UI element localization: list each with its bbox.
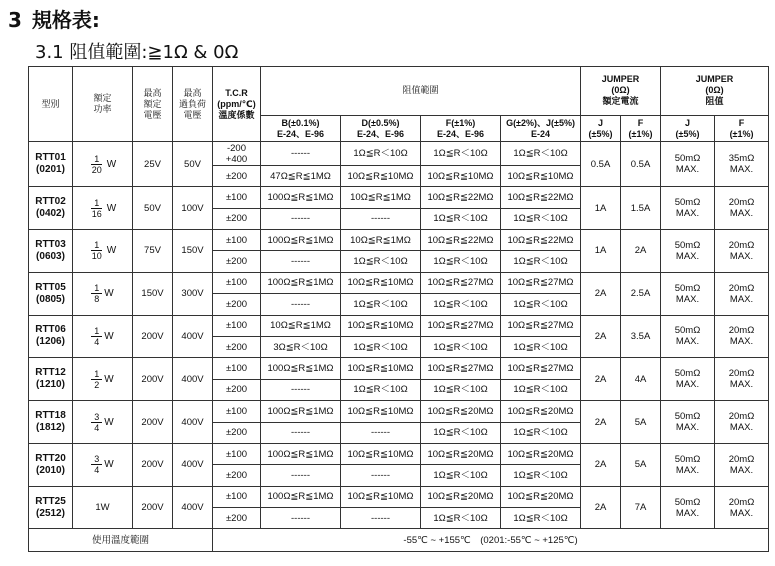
max-voltage-cell: 25V [133, 142, 173, 187]
section-title: 規格表: [31, 8, 100, 32]
jumper-resistance-j-cell: 50mΩ MAX. [661, 358, 715, 401]
jumper-resistance-j-cell: 50mΩ MAX. [661, 486, 715, 529]
power-unit: W [104, 288, 114, 300]
range-cell: 10Ω≦R≦20MΩ [421, 443, 501, 464]
range-cell: 1Ω≦R＜10Ω [501, 142, 581, 165]
header-resistance-range: 阻值範圍 [261, 67, 581, 116]
max-voltage-cell: 200V [133, 401, 173, 444]
range-cell: 1Ω≦R＜10Ω [501, 422, 581, 443]
model-cell: RTT05 (0805) [29, 272, 73, 315]
header-jumper-resistance-j: J (±5%) [661, 115, 715, 141]
range-cell: 100Ω≦R≦1MΩ [261, 358, 341, 379]
jumper-resistance-f-cell: 35mΩ MAX. [715, 142, 769, 187]
power-unit: W [104, 459, 114, 471]
table-row [29, 229, 769, 250]
tcr-cell: ±200 [213, 508, 261, 529]
range-cell: 3Ω≦R＜10Ω [261, 336, 341, 357]
model-cell: RTT01 (0201) [29, 142, 73, 187]
range-cell: 47Ω≦R≦1MΩ [261, 165, 341, 186]
range-cell: 100Ω≦R≦1MΩ [261, 187, 341, 208]
max-voltage-cell: 200V [133, 486, 173, 529]
range-cell: ------ [341, 508, 421, 529]
header-jumper-current: JUMPER (0Ω) 額定電流 [581, 67, 661, 116]
operating-temp-label: 使用溫度範圍 [29, 529, 213, 552]
power-denominator: 2 [94, 379, 100, 390]
jumper-current-f-cell: 5A [621, 401, 661, 444]
power-unit: W [104, 416, 114, 428]
power-fraction [91, 369, 113, 390]
power-numerator: 1 [91, 154, 102, 165]
header-tol-b: B(±0.1%) E-24、E-96 [261, 115, 341, 141]
range-cell: 10Ω≦R≦27MΩ [501, 358, 581, 379]
jumper-resistance-j-cell: 50mΩ MAX. [661, 401, 715, 444]
range-cell: 10Ω≦R≦1MΩ [341, 229, 421, 250]
range-cell: 100Ω≦R≦1MΩ [261, 401, 341, 422]
table-row [29, 358, 769, 379]
section-number: 3 [8, 8, 22, 32]
jumper-resistance-f-cell: 20mΩ MAX. [715, 443, 769, 486]
jumper-current-f-cell: 1.5A [621, 187, 661, 230]
table-row [29, 486, 769, 507]
tcr-cell: ±200 [213, 208, 261, 229]
power-unit: W [104, 373, 114, 385]
range-cell: 1Ω≦R＜10Ω [341, 379, 421, 400]
jumper-current-f-cell: 2.5A [621, 272, 661, 315]
range-cell: 1Ω≦R＜10Ω [341, 294, 421, 315]
jumper-current-f-cell: 7A [621, 486, 661, 529]
power-cell [73, 142, 133, 187]
range-cell: ------ [261, 251, 341, 272]
range-cell: 100Ω≦R≦1MΩ [261, 229, 341, 250]
range-cell: 1Ω≦R＜10Ω [501, 294, 581, 315]
table-row [29, 142, 769, 165]
range-cell: 1Ω≦R＜10Ω [421, 208, 501, 229]
overload-voltage-cell: 150V [173, 229, 213, 272]
range-cell: ------ [261, 294, 341, 315]
jumper-current-f-cell: 2A [621, 229, 661, 272]
jumper-current-f-cell: 5A [621, 443, 661, 486]
power-denominator: 4 [94, 336, 100, 347]
header-overload-voltage: 最高 過負荷 電壓 [173, 67, 213, 142]
max-voltage-cell: 150V [133, 272, 173, 315]
tcr-cell: ±100 [213, 229, 261, 250]
power-denominator: 16 [91, 208, 102, 219]
power-denominator: 10 [91, 251, 102, 262]
section-heading [8, 4, 100, 33]
range-cell: 10Ω≦R≦10MΩ [341, 443, 421, 464]
power-fraction [91, 454, 113, 475]
spec-table [28, 66, 769, 552]
power-numerator: 1 [91, 326, 102, 337]
table-row [29, 272, 769, 293]
range-cell: 10Ω≦R≦10MΩ [501, 165, 581, 186]
power-denominator: 4 [94, 422, 100, 433]
power-numerator: 3 [91, 454, 102, 465]
model-cell: RTT18 (1812) [29, 401, 73, 444]
model-cell: RTT12 (1210) [29, 358, 73, 401]
range-cell: 10Ω≦R≦27MΩ [501, 315, 581, 336]
range-cell: 1Ω≦R＜10Ω [501, 251, 581, 272]
jumper-current-j-cell: 0.5A [581, 142, 621, 187]
range-cell: ------ [261, 465, 341, 486]
range-cell: 10Ω≦R≦20MΩ [421, 486, 501, 507]
range-cell: 10Ω≦R≦10MΩ [341, 165, 421, 186]
tcr-cell: -200 +400 [213, 142, 261, 165]
model-cell: RTT03 (0603) [29, 229, 73, 272]
model-cell: RTT25 (2512) [29, 486, 73, 529]
power-unit: W [106, 202, 117, 214]
power-unit: W [104, 330, 114, 342]
range-cell: 100Ω≦R≦1MΩ [261, 486, 341, 507]
table-row [29, 315, 769, 336]
subsection-title: 3.1 阻值範圍:≧1Ω & 0Ω [35, 42, 239, 63]
header-model: 型別 [29, 67, 73, 142]
range-cell: ------ [261, 379, 341, 400]
header-jumper-current-f: F (±1%) [621, 115, 661, 141]
max-voltage-cell: 50V [133, 187, 173, 230]
jumper-resistance-j-cell: 50mΩ MAX. [661, 315, 715, 358]
range-cell: 1Ω≦R＜10Ω [421, 294, 501, 315]
range-cell: 10Ω≦R≦1MΩ [261, 315, 341, 336]
max-voltage-cell: 200V [133, 443, 173, 486]
power-cell [73, 229, 133, 272]
range-cell: ------ [341, 422, 421, 443]
overload-voltage-cell: 400V [173, 401, 213, 444]
power-fraction [91, 412, 113, 433]
max-voltage-cell: 200V [133, 315, 173, 358]
power-fraction [91, 326, 113, 347]
range-cell: 10Ω≦R≦10MΩ [341, 358, 421, 379]
overload-voltage-cell: 400V [173, 358, 213, 401]
power-fraction [89, 198, 116, 219]
range-cell: 10Ω≦R≦20MΩ [501, 443, 581, 464]
range-cell: 1Ω≦R＜10Ω [421, 422, 501, 443]
range-cell: 1Ω≦R＜10Ω [421, 465, 501, 486]
jumper-current-j-cell: 2A [581, 358, 621, 401]
range-cell: 100Ω≦R≦1MΩ [261, 272, 341, 293]
tcr-cell: ±100 [213, 272, 261, 293]
overload-voltage-cell: 400V [173, 443, 213, 486]
jumper-current-j-cell: 2A [581, 443, 621, 486]
range-cell: ------ [261, 142, 341, 165]
tcr-cell: ±100 [213, 401, 261, 422]
tcr-cell: ±200 [213, 165, 261, 186]
overload-voltage-cell: 300V [173, 272, 213, 315]
jumper-resistance-f-cell: 20mΩ MAX. [715, 315, 769, 358]
operating-temp-value: -55℃ ~ +155℃ (0201:-55℃ ~ +125℃) [213, 529, 769, 552]
range-cell: 1Ω≦R＜10Ω [501, 465, 581, 486]
jumper-resistance-j-cell: 50mΩ MAX. [661, 142, 715, 187]
power-fraction [91, 283, 113, 304]
range-cell: 1Ω≦R＜10Ω [421, 379, 501, 400]
range-cell: 1Ω≦R＜10Ω [341, 142, 421, 165]
tcr-cell: ±100 [213, 358, 261, 379]
jumper-resistance-j-cell: 50mΩ MAX. [661, 443, 715, 486]
range-cell: 1Ω≦R＜10Ω [501, 208, 581, 229]
overload-voltage-cell: 400V [173, 315, 213, 358]
range-cell: 10Ω≦R≦20MΩ [501, 401, 581, 422]
jumper-resistance-f-cell: 20mΩ MAX. [715, 358, 769, 401]
power-cell [73, 272, 133, 315]
jumper-resistance-f-cell: 20mΩ MAX. [715, 401, 769, 444]
power-denominator: 4 [94, 465, 100, 476]
range-cell: 10Ω≦R≦10MΩ [421, 165, 501, 186]
range-cell: 10Ω≦R≦20MΩ [501, 486, 581, 507]
jumper-resistance-f-cell: 20mΩ MAX. [715, 187, 769, 230]
power-cell [73, 315, 133, 358]
power-cell [73, 443, 133, 486]
model-cell: RTT20 (2010) [29, 443, 73, 486]
jumper-resistance-f-cell: 20mΩ MAX. [715, 486, 769, 529]
power-numerator: 1 [91, 240, 102, 251]
overload-voltage-cell: 50V [173, 142, 213, 187]
range-cell: 1Ω≦R＜10Ω [341, 336, 421, 357]
jumper-current-j-cell: 2A [581, 486, 621, 529]
tcr-cell: ±200 [213, 379, 261, 400]
power-cell [73, 486, 133, 529]
range-cell: 10Ω≦R≦27MΩ [421, 315, 501, 336]
jumper-current-j-cell: 2A [581, 272, 621, 315]
range-cell: 10Ω≦R≦27MΩ [421, 272, 501, 293]
power-cell [73, 187, 133, 230]
overload-voltage-cell: 400V [173, 486, 213, 529]
range-cell: 10Ω≦R≦1MΩ [341, 187, 421, 208]
range-cell: 1Ω≦R＜10Ω [501, 379, 581, 400]
power-numerator: 1 [91, 369, 102, 380]
jumper-current-j-cell: 1A [581, 229, 621, 272]
jumper-current-f-cell: 4A [621, 358, 661, 401]
tcr-cell: ±200 [213, 294, 261, 315]
range-cell: 1Ω≦R＜10Ω [341, 251, 421, 272]
power-numerator: 3 [91, 412, 102, 423]
range-cell: 10Ω≦R≦22MΩ [501, 187, 581, 208]
range-cell: 10Ω≦R≦10MΩ [341, 401, 421, 422]
jumper-current-f-cell: 3.5A [621, 315, 661, 358]
jumper-resistance-j-cell: 50mΩ MAX. [661, 229, 715, 272]
range-cell: 10Ω≦R≦10MΩ [341, 486, 421, 507]
range-cell: 1Ω≦R＜10Ω [421, 508, 501, 529]
range-cell: 10Ω≦R≦22MΩ [421, 229, 501, 250]
power-numerator: 1 [91, 198, 102, 209]
range-cell: 100Ω≦R≦1MΩ [261, 443, 341, 464]
tcr-cell: ±100 [213, 187, 261, 208]
range-cell: ------ [261, 208, 341, 229]
range-cell: 1Ω≦R＜10Ω [421, 336, 501, 357]
tcr-cell: ±200 [213, 465, 261, 486]
range-cell: 1Ω≦R＜10Ω [421, 142, 501, 165]
range-cell: 10Ω≦R≦22MΩ [501, 229, 581, 250]
model-cell: RTT06 (1206) [29, 315, 73, 358]
tcr-cell: ±200 [213, 336, 261, 357]
header-tcr: T.C.R (ppm/℃) 溫度係數 [213, 67, 261, 142]
range-cell: ------ [261, 508, 341, 529]
power-denominator: 8 [94, 294, 100, 305]
table-row [29, 401, 769, 422]
max-voltage-cell: 75V [133, 229, 173, 272]
jumper-current-j-cell: 2A [581, 315, 621, 358]
range-cell: 10Ω≦R≦10MΩ [341, 315, 421, 336]
jumper-current-j-cell: 2A [581, 401, 621, 444]
table-row [29, 443, 769, 464]
jumper-resistance-f-cell: 20mΩ MAX. [715, 229, 769, 272]
range-cell: 10Ω≦R≦10MΩ [341, 272, 421, 293]
range-cell: 1Ω≦R＜10Ω [501, 508, 581, 529]
header-jumper-resistance: JUMPER (0Ω) 阻值 [661, 67, 769, 116]
footer-row [29, 529, 769, 552]
max-voltage-cell: 200V [133, 358, 173, 401]
range-cell: 1Ω≦R＜10Ω [501, 336, 581, 357]
power-value: 1W [95, 502, 110, 514]
range-cell: ------ [261, 422, 341, 443]
power-cell [73, 401, 133, 444]
tcr-cell: ±100 [213, 486, 261, 507]
header-max-voltage: 最高 額定 電壓 [133, 67, 173, 142]
jumper-resistance-j-cell: 50mΩ MAX. [661, 187, 715, 230]
range-cell: 1Ω≦R＜10Ω [421, 251, 501, 272]
power-denominator: 20 [91, 164, 102, 175]
range-cell: ------ [341, 465, 421, 486]
range-cell: 10Ω≦R≦27MΩ [421, 358, 501, 379]
range-cell: 10Ω≦R≦22MΩ [421, 187, 501, 208]
tcr-cell: ±200 [213, 251, 261, 272]
power-unit: W [106, 158, 117, 170]
power-unit: W [106, 245, 117, 257]
power-fraction [89, 154, 116, 175]
header-jumper-current-j: J (±5%) [581, 115, 621, 141]
power-numerator: 1 [91, 283, 102, 294]
range-cell: ------ [341, 208, 421, 229]
jumper-current-f-cell: 0.5A [621, 142, 661, 187]
header-tol-d: D(±0.5%) E-24、E-96 [341, 115, 421, 141]
jumper-resistance-j-cell: 50mΩ MAX. [661, 272, 715, 315]
tcr-cell: ±100 [213, 315, 261, 336]
range-cell: 10Ω≦R≦20MΩ [421, 401, 501, 422]
header-jumper-resistance-f: F (±1%) [715, 115, 769, 141]
table-row [29, 187, 769, 208]
header-tol-gj: G(±2%)、J(±5%) E-24 [501, 115, 581, 141]
power-fraction [89, 240, 116, 261]
overload-voltage-cell: 100V [173, 187, 213, 230]
range-cell: 10Ω≦R≦27MΩ [501, 272, 581, 293]
header-power: 額定 功率 [73, 67, 133, 142]
tcr-cell: ±100 [213, 443, 261, 464]
jumper-resistance-f-cell: 20mΩ MAX. [715, 272, 769, 315]
jumper-current-j-cell: 1A [581, 187, 621, 230]
tcr-cell: ±200 [213, 422, 261, 443]
model-cell: RTT02 (0402) [29, 187, 73, 230]
header-tol-f: F(±1%) E-24、E-96 [421, 115, 501, 141]
power-cell [73, 358, 133, 401]
